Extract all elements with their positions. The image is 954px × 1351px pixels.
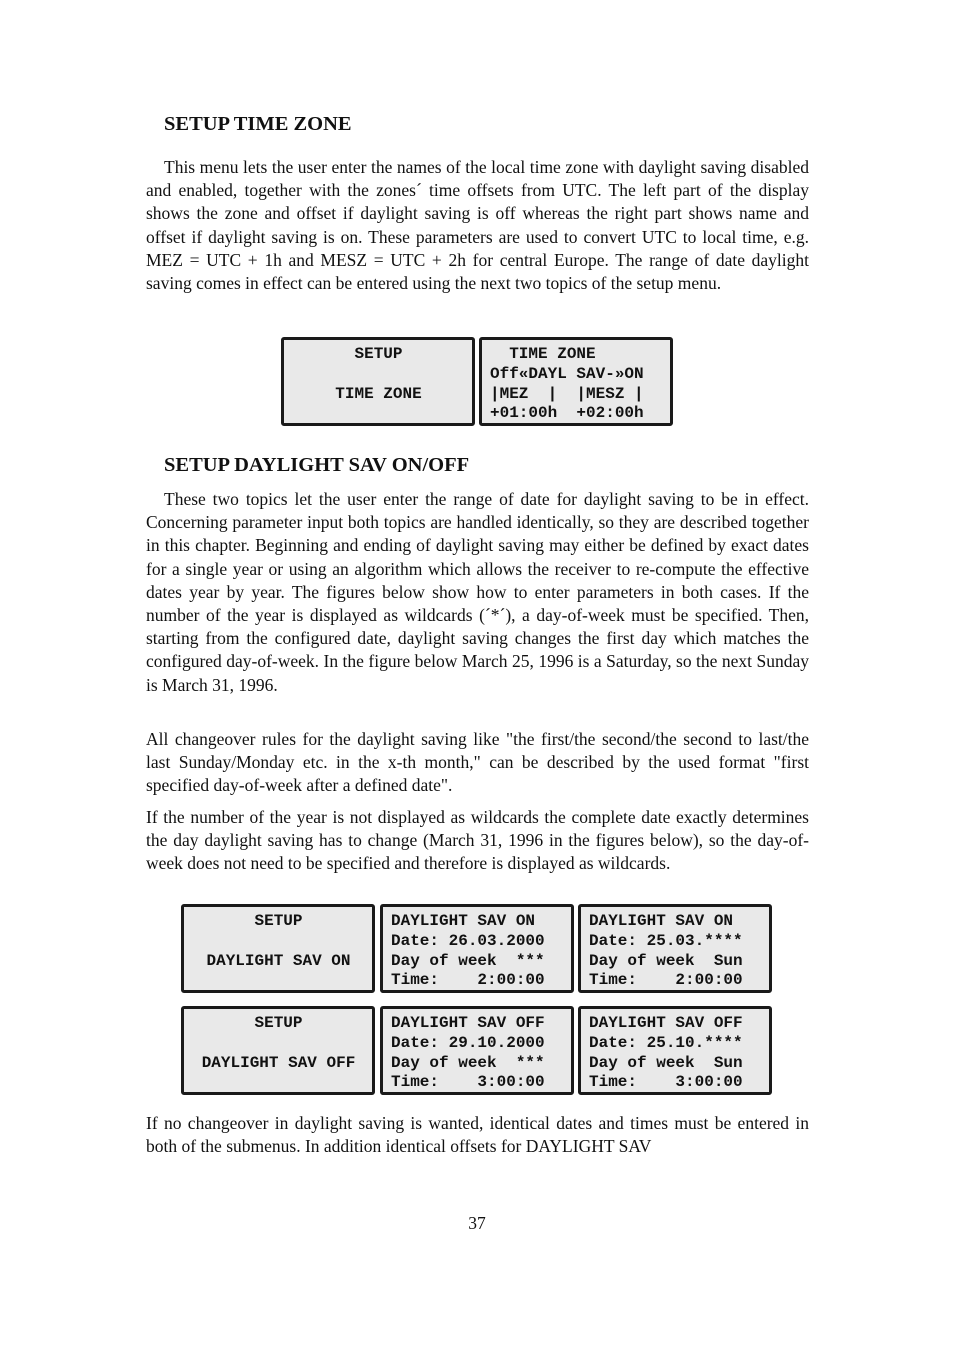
heading-setup-daylight-sav: SETUP DAYLIGHT SAV ON/OFF <box>164 454 470 476</box>
display-line: Date: 26.03.2000 <box>391 931 545 950</box>
display-setup-daylight-off <box>181 1006 375 1095</box>
display-line <box>192 1034 365 1054</box>
paragraph-time-zone: This menu lets the user enter the names of the local time zone with daylight saving disabled and enabled, together with the zones´ time offsets from UTC. The left part of the display shows the zone and offset if daylight saving is off whereas the right part shows name and offset if daylight saving is on. These parameters are used to convert UTC to local time, e.g. MEZ = UTC + 1h and MESZ = UTC + 2h for central Europe. The range of date daylight saving comes in effect can be entered using the next two topics of the setup menu. <box>146 157 809 294</box>
display-line: DAYLIGHT SAV ON <box>206 951 351 970</box>
display-daylight-on-rule <box>578 904 772 993</box>
display-line: Day of week Sun <box>589 951 743 970</box>
display-setup-daylight-on <box>181 904 375 993</box>
display-line: Day of week *** <box>391 951 545 970</box>
display-line <box>292 404 465 424</box>
display-line: TIME ZONE <box>490 345 596 363</box>
paragraph-exact-date: If the number of the year is not displayed as wildcards the complete date exactly determines the day daylight saving has to change (March 31, 1996 in the figures below), so the day-of-week does not need to be specified and therefore is displayed as wildcards. <box>146 807 809 874</box>
display-time-zone-detail <box>479 337 673 426</box>
display-line: +01:00h +02:00h <box>490 404 644 423</box>
display-line <box>292 365 465 385</box>
display-line <box>192 932 365 952</box>
display-daylight-off-exact <box>380 1006 574 1095</box>
display-line: Time: 2:00:00 <box>391 971 545 990</box>
display-daylight-on-exact <box>380 904 574 993</box>
display-line: DAYLIGHT SAV ON <box>391 912 536 930</box>
display-line: Off«DAYL SAV-»ON <box>490 364 644 383</box>
display-line: Day of week *** <box>391 1053 545 1072</box>
display-line <box>192 971 365 991</box>
display-line: SETUP <box>254 1014 303 1032</box>
display-line: Time: 3:00:00 <box>391 1073 545 1092</box>
display-line: DAYLIGHT SAV OFF <box>201 1053 356 1072</box>
display-line: |MEZ | |MESZ | <box>490 384 644 403</box>
heading-setup-time-zone: SETUP TIME ZONE <box>164 113 352 135</box>
display-line: Date: 25.10.**** <box>589 1033 743 1052</box>
display-line <box>192 1073 365 1093</box>
display-line: Time: 2:00:00 <box>589 971 743 990</box>
display-line: Date: 29.10.2000 <box>391 1033 545 1052</box>
display-line: SETUP <box>254 912 303 930</box>
display-line: SETUP <box>354 345 403 363</box>
display-line: Time: 3:00:00 <box>589 1073 743 1092</box>
paragraph-changeover-rules: All changeover rules for the daylight saving like "the first/the second/the second to last/the last Sunday/Monday etc. in the x-th month," can be described by the used format "first specified day-of-week after a defined date". <box>146 729 809 796</box>
display-line: Day of week Sun <box>589 1053 743 1072</box>
display-setup-time-zone <box>281 337 475 426</box>
display-daylight-off-rule <box>578 1006 772 1095</box>
page-number: 37 <box>468 1213 486 1233</box>
paragraph-no-changeover: If no changeover in daylight saving is wanted, identical dates and times must be entered in both of the submenus. In addition identical offsets for DAYLIGHT SAV <box>146 1113 809 1157</box>
paragraph-daylight-intro: These two topics let the user enter the range of date for daylight saving to be in effect. Concerning parameter input both topics are handled identically, so they are described together in this chapter. Beginning and ending of daylight saving may either be defined by exact dates for a single year or using an algorithm which allows the receiver to re-compute the effective dates year by year. The figures below show how to enter parameters in both cases. If the number of the year is displayed as wildcards (´*´), a day-of-week must be specified. Then, starting from the configured date, daylight saving changes the first day which matches the configured day-of-week. In the figure below March 25, 1996 is a Saturday, so the next Sunday is March 31, 1996. <box>146 489 809 695</box>
display-line: DAYLIGHT SAV OFF <box>589 1014 743 1032</box>
display-line: DAYLIGHT SAV OFF <box>391 1014 545 1032</box>
display-line: TIME ZONE <box>335 384 422 403</box>
display-line: DAYLIGHT SAV ON <box>589 912 734 930</box>
display-line: Date: 25.03.**** <box>589 931 743 950</box>
